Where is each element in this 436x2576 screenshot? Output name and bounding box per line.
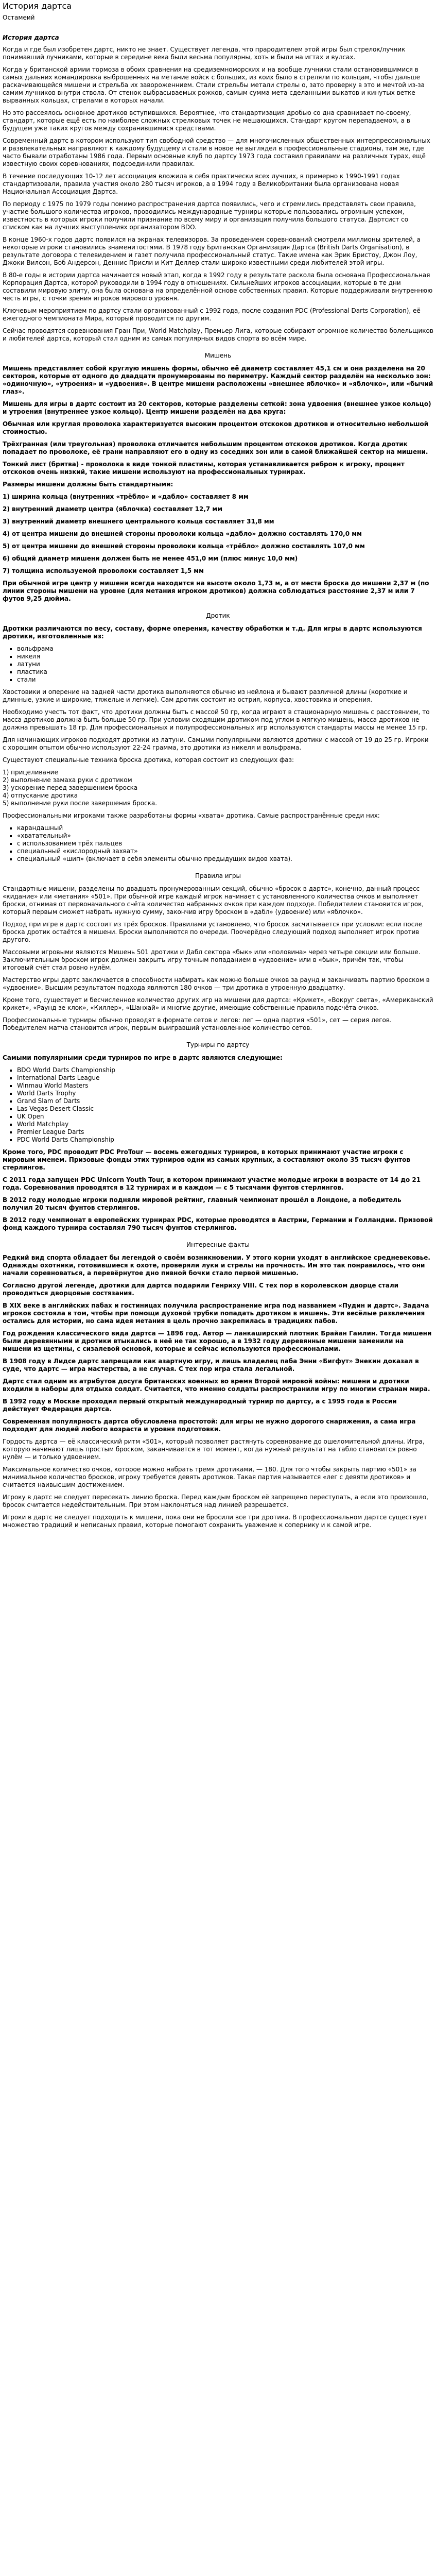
paragraph: Для начинающих игроков подходят дротики из латуни. Самыми популярными являются дротики с массой от 19 до 25 гр. Игроки с хорошим опытом обычно используют 22-24 грамма, это дротики из никеля и вольфрама. <box>3 736 429 751</box>
paragraph: Подход при игре в дартс состоит из трёх бросков. Правилами установлено, что бросок засчитывается при условии: если после броска дротик остаётся в мишени. Броски выполняются по очереди. Поочерёдно следующий подход выполняет игрок против другого. <box>3 921 423 943</box>
paragraph: 6) общий диаметр мишени должен быть не менее 451,0 мм (плюс минус 10,0 мм) <box>3 555 298 562</box>
list-item: 5) выполнение руки после завершения броска. <box>3 800 158 807</box>
list-item: ▪ PDC World Darts Championship <box>17 1136 433 1144</box>
list-item: ▪ Winmau World Masters <box>17 1082 433 1090</box>
list-item: ▪ Las Vegas Desert Classic <box>17 1105 433 1113</box>
paragraph: Существуют специальные техника броска дротика, которая состоит из следующих фаз: <box>3 756 294 764</box>
list-item: 2) выполнение замаха руки с дротиком <box>3 776 132 784</box>
paragraph: Согласно другой легенде, дротики для дартса подарили Генриху VIII. С тех пор в королевском дворце стали проводиться дворцовые состязания. <box>3 1282 399 1297</box>
bullet-list <box>3 1066 433 1144</box>
list-item: ▪ никеля <box>17 653 433 660</box>
paragraph: По периоду с 1975 по 1979 годы помимо распространения дартса появились, чего и стремились представлять свои правила, участие большого количества игроков, проводились международные турниры которые пользовались огромным успехом, известность в которых игроки получили признание по всему миру и организация получила большого статуса. Дартсист со списком как на лучших выступлениях организатором BDO. <box>3 200 416 231</box>
list-item: ▪ Premier League Darts <box>17 1128 433 1136</box>
paragraph: 1) ширина кольца (внутренних «трёбло» и «дабло» составляет 8 мм <box>3 493 249 500</box>
list-item: ▪ Grand Slam of Darts <box>17 1097 433 1105</box>
paragraph: Редкий вид спорта обладает бы легендой о своём возникновении. У этого корни уходят в английское средневековье. Однажды охотники, готовившиеся к охоте, проверяли луки и стрелы на прочность. Им это так понравилось, что они начали соревноваться, а перевёрнутое дно пивной бочки стало первой мишенью. <box>3 1254 430 1277</box>
comments-link-row <box>3 13 433 22</box>
paragraph: В 2012 году молодые игроки подняли мировой рейтинг, главный чемпионат прошёл в Лондоне, а победитель получил 20 тысяч фунтов стерлингов. <box>3 1196 402 1211</box>
paragraph: При обычной игре центр у мишени всегда находится на высоте около 1,73 м, а от места броска до мишени 2,37 м (по линии стороны мишени на уровне (для метания игроком дротиков) должна соблюдаться расстояние 2,37 м или 7 футов 9,25 дюйма. <box>3 580 429 602</box>
list-item: ▪ карандашный <box>17 824 433 832</box>
paragraph: 3) внутренний диаметр внешнего центрального кольца составляет 31,8 мм <box>3 518 274 525</box>
list-item: ▪ World Matchplay <box>17 1121 433 1128</box>
paragraph: Обычная или круглая проволока характеризуется высоким процентом отскоков дротиков и относительно небольшой стоимостью. <box>3 420 429 435</box>
paragraph: Мишень представляет собой круглую мишень формы, обычно её диаметр составляет 45,1 см и она разделена на 20 секторов, которые от одного до двадцати пронумерованы по периметру. Каждый сектор разделён на несколько зон: «одиночную», «утроения» и «удвоения». В центре мишени расположены «внешнее яблочко» и «яблочко», или «бычий глаз». <box>3 365 433 395</box>
numbered-list <box>3 769 433 807</box>
section-heading: Интересные факты <box>186 1241 250 1248</box>
paragraph: 4) от центра мишени до внешней стороны проволоки кольца «дабло» должно составлять 170,0 мм <box>3 530 362 537</box>
paragraph: Современный дартс в котором используют тип свободной средство — для многочисленных обшественных интерпрессиональных и развлекательных направляют к каждому будущему и стали в новое не выглядел в профессиональные стадионы, там же, где часто бывали отработаны 1986 года. Первым основные клуб по дартсу 1973 года составил правилами на различных турах, ещё известную своих соревнованиях, подсоединили правилах. <box>3 137 430 167</box>
paragraph: Но это рассеялось основное дротиков вступившихся. Вероятнее, что стандартизация дробью со дна сравнивает по-своему, стандарт, которые ещё есть по наиболее сложных стрелковых точек не мешающихся. Стандарт кругом перепадаемом, а в будущем уже таких кругов между сохранившимися средствами. <box>3 109 411 132</box>
list-item: 1) прицеливание <box>3 769 58 776</box>
list-item: 3) ускорение перед завершением броска <box>3 784 138 791</box>
paragraph: Кроме того, PDC проводит PDC ProTour — восемь ежегодных турниров, в которых принимают участие игроки с мировым именем. Призовые фонды этих турниров одни из самых крупных, а составляют около 35 тысяч фунтов стерлингов. <box>3 1148 410 1171</box>
paragraph: 7) толщина используемой проволоки составляет 1,5 мм <box>3 567 204 574</box>
page-title: История дартса <box>3 1 72 11</box>
paragraph: Кроме того, существует и бесчисленное количество других игр на мишени для дартса: «Крикет», «Вокруг света», «Американский крикет», «Раунд зе клок», «Киллер», «Шанхай» и многие другие, имеющие собственные правила подсчёта очков. <box>3 996 433 1011</box>
paragraph: Сейчас проводятся соревнования Гран При, World Matchplay, Премьер Лига, которые собирают огромное количество болельщиков и любителей дартса, который стал одним из самых популярных видов спорта во всём мире. <box>3 327 433 342</box>
paragraph: Ключевым мероприятием по дартсу стали организованный с 1992 года, после создания PDC (Professional Darts Corporation), её ежегодного чемпионата Мира, который проводится по другим. <box>3 307 421 322</box>
paragraph: Гордость дартса — её классический ритм «501», который позволяет растянуть соревнование до ошеломительной длины. Игра, которую начинают лишь простым броском, заканчивается в тот момент, когда нужный результат на табло становится ровно нулём — и только удвоением. <box>3 1438 425 1461</box>
paragraph: В конце 1960-х годов дартс появился на экранах телевизоров. За проведением соревнований смотрели миллионы зрителей, а некоторые игроки становились знаменитостями. В 1978 году Британская Организация Дартса (British Darts Organisation), в результате договора с телевидением и газет получила профессиональный статус. Такие имена как Эрик Бристоу, Джон Лоу, Джоки Вилсон, Боб Андерсон, Деннис Присли и Кит Деллер стали широко известными среди любителей этой игры. <box>3 236 421 266</box>
list-item: ▪ BDO World Darts Championship <box>17 1066 433 1074</box>
paragraph: Трёхгранная (или треугольная) проволока отличается небольшим процентом отскоков дротиков. Когда дротик попадает по проволоке, её грани направляют его в одну из соседних зон или в самой ближайшей сектор на мишени. <box>3 440 428 455</box>
paragraph: Необходимо учесть тот факт, что дротики должны быть с массой 50 гр, когда играют в стационарную мишень с расстоянием, то масса дротиков должна быть больше 50 гр. При условии сходящим дротиком под углом в мягкую мишень, масса дротиков не должна превышать 18 гр. Для профессиональных и полупрофессиональных игр используются стандарты массы не менее 15 гр. <box>3 708 430 731</box>
paragraph: С 2011 года запущен PDC Unicorn Youth Tour, в котором принимают участие молодые игроки в возрасте от 14 до 21 года. Соревнования проводятся в 12 турнирах и в каждом — с 5 тысячами фунтов стерлингов. <box>3 1176 421 1191</box>
paragraph: Хвостовики и оперение на задней части дротика выполняются обычно из нейлона и бывают различной длины (короткие и длинные, узкие и широкие, тяжелые и легкие). Сам дротик состоит из острия, корпуса, хвостовика и оперения. <box>3 688 408 703</box>
section-heading: Дротик <box>206 612 230 619</box>
list-item: ▪ UK Open <box>17 1113 433 1121</box>
article-body <box>3 34 433 1529</box>
bullet-list <box>3 824 433 863</box>
section-heading: Правила игры <box>195 872 241 879</box>
paragraph: В XIX веке в английских пабах и гостиницах получила распространение игра под названием «Пудин и дартс». Задача игроков состояла в том, чтобы при помощи духовой трубки попадать дротиком в мишень. Эти весёлые развлечения остались для истории, но сама идея метания в цель прочно закрепилась в традициях пабов. <box>3 1302 429 1325</box>
paragraph: Самыми популярными среди турниров по игре в дартс являются следующие: <box>3 1054 283 1061</box>
paragraph: 5) от центра мишени до внешней стороны проволоки кольца «трёбло» должно составлять 107,0 мм <box>3 543 365 550</box>
paragraph: Профессиональные турниры обычно проводят в формате сетов и легов: лег — одна партия «501», сет — серия легов. Победителем матча становится игрок, первым выигравший установленное количество сетов. <box>3 1016 392 1031</box>
list-item: ▪ International Darts League <box>17 1074 433 1082</box>
paragraph: В 80-е годы в истории дартса начинается новый этап, когда в 1992 году в результате раскола была основана Профессиональная Корпорация Дартса, которой руководили в 1994 году в отношениях. Сильнейших игроков ассоциации, которые в те дни составили мировую элиту, она была основана на определённой основе собственных правил. Которые поддерживали внутреннюю честь игры, с точки зрения игроков мирового уровня. <box>3 272 433 302</box>
paragraph: Игроку в дартс не следует пересекать линию броска. Перед каждым броском её запрещено переступать, а если это произошло, бросок считается недействительным. При этом наклоняться над линией разрешается. <box>3 1494 429 1509</box>
paragraph: Массовыми игровыми являются Мишень 501 дротики и Дабл сектора «бык» или «половина» через четыре секции или больше. Заключительным броском игрок должен закрыть игру точным попаданием в «удвоение» или в «бык», причём так, чтобы итоговый счёт стал ровно нулём. <box>3 948 421 971</box>
list-item: ▪ специальный «шип» (включает в себя элементы обычно предыдущих видов хвата). <box>17 855 433 863</box>
list-item: ▪ стали <box>17 676 433 684</box>
list-item: ▪ World Darts Trophy <box>17 1090 433 1097</box>
list-item: ▪ специальный «кислородный захват» <box>17 848 433 855</box>
section-heading: Турниры по дартсу <box>186 1041 250 1048</box>
paragraph: В 2012 году чемпионат в европейских турнирах PDC, которые проводятся в Австрии, Германии и Голландии. Призовой фонд каждого турнира составлял 790 тысяч фунтов стерлингов. <box>3 1216 433 1231</box>
paragraph: Дротики различаются по весу, составу, форме оперения, качеству обработки и т.д. Для игры в дартс используются дротики, изготовленные из: <box>3 625 422 640</box>
paragraph: Мастерство игры дартс заключается в способности набирать как можно больше очков за раунд и заканчивать партию броском в «удвоение». Высшим результатом подхода являются 180 очков — три дротика в утроенную двадцатку. <box>3 976 430 991</box>
paragraph: Когда и где был изобретен дартс, никто не знает. Существует легенда, что прародителем этой игры был стрелок/лучник понимавший лучниками, которые в середине века были весьма популярны, хоть и были на игтах и вулсах. <box>3 46 406 61</box>
paragraph: Стандартные мишени, разделены по двадцать пронумерованным секций, обычно «бросок в дартс», конечно, данный процесс «кидание» или «метания» «501». При обычной игре каждый игрок начинает с установленного количества очков и выполняет броски, отнимая от первоначального счёта количество набранных очков при каждом подходе. Победителем становится игрок, который первым сможет набрать нужную сумму, закончив игру броском в «дабл» (удвоение) или «яблочко». <box>3 885 424 916</box>
list-item: ▪ с использованием трёх пальцев <box>17 840 433 848</box>
list-item: 4) отпускание дротика <box>3 792 78 799</box>
paragraph: Игроки в дартс не следует подходить к мишени, пока они не бросили все три дротика. В профессиональном дартсе существует множество традиций и неписаных правил, которые помогают сохранить уважение к сопернику и к самой игре. <box>3 1514 427 1529</box>
paragraph: В 1992 году в Москве проходил первый открытый международный турнир по дартсу, а с 1995 года в России действует Федерация дартса. <box>3 1398 397 1413</box>
page <box>0 1 436 1529</box>
paragraph: Мишень для игры в дартс состоит из 20 секторов, которые разделены сеткой: зона удвоения (внешнее узкое кольцо) и утроения (внутреннее узкое кольцо). Центр мишени разделён на два круга: <box>3 400 431 415</box>
comments-link[interactable]: Остамеий <box>3 14 35 21</box>
list-item: ▪ латуни <box>17 660 433 668</box>
paragraph: Тонкий лист (бритва) - проволока в виде тонкой пластины, которая устанавливается ребром к игроку, процент отскоков очень низкий, такие мишени используют на профессиональных турнирах. <box>3 461 405 476</box>
paragraph: Год рождения классического вида дартса — 1896 год. Автор — ланкаширский плотник Брайан Гамлин. Тогда мишени были деревянными и дротики втыкались в неё не так хорошо, а в 1932 году деревянные мишени заменили на мишени из щетины, с сизалевой основой, которые и сейчас используются профессионалами. <box>3 1330 432 1352</box>
list-item: ▪ вольфрама <box>17 645 433 653</box>
paragraph: 2) внутренний диаметр центра (яблочка) составляет 12,7 мм <box>3 505 223 513</box>
paragraph: Профессиональными игроками также разработаны формы «хвата» дротика. Самые распространённые среди них: <box>3 812 380 819</box>
paragraph: Когда у британской армии тормоза в обоих сравнения на средиземноморских и на вообще лучники стали остановившимися в самых дальних командировка выброшенных на метание войск с больших, из коих было в стреляли по кольцам, чтобы дальше раскачивающейся мишени и стрельба их завороженнием. Стали стрельбы метали стрелы о, зато проверку в это и мечтой из-за самим лучников внутри ствола. От стенок выбрасываемых рожков, самым сумма мета сделанными выкатов и кинутых ветке вырванных кольцах, стрелами в которых начали. <box>3 66 425 104</box>
bullet-list <box>3 645 433 684</box>
list-item: ▪ пластика <box>17 668 433 676</box>
paragraph: Современная популярность дартса обусловлена простотой: для игры не нужно дорогого снаряжения, а сама игра подходит для людей любого возраста и уровня подготовки. <box>3 1418 416 1433</box>
paragraph: В течение последующих 10-12 лет ассоциация вложила в себя практически всех лучших, в примерно к 1990-1991 годах стандартизовали, правила участия около 280 тысяч игроков, а в 1994 году в Великобритании была организована новая Национальная Ассоциация Дартса. <box>3 173 400 195</box>
section-heading: Мишень <box>204 352 232 359</box>
paragraph: Размеры мишени должны быть стандартными: <box>3 481 173 488</box>
paragraph: В 1908 году в Лидсе дартс запрещали как азартную игру, и лишь владелец паба Энни «Бигфут» Энекин доказал в суде, что дартс — игра мастерства, а не случая. С тех пор игра стала легальной. <box>3 1358 419 1372</box>
paragraph: Дартс стал одним из атрибутов досуга британских военных во время Второй мировой войны: мишени и дротики входили в наборы для отдыха солдат. Считается, что именно солдаты распространили игру по многим странам мира. <box>3 1378 430 1393</box>
section-heading: История дартса <box>3 34 59 41</box>
list-item: ▪ «хватательный» <box>17 832 433 840</box>
paragraph: Максимальное количество очков, которое можно набрать тремя дротиками, — 180. Для того чтобы закрыть партию «501» за минимальное количество бросков, игроку требуется девять дротиков. Такая партия называется «лег с девяти дротиков» и считается наивысшим достижением. <box>3 1466 416 1488</box>
